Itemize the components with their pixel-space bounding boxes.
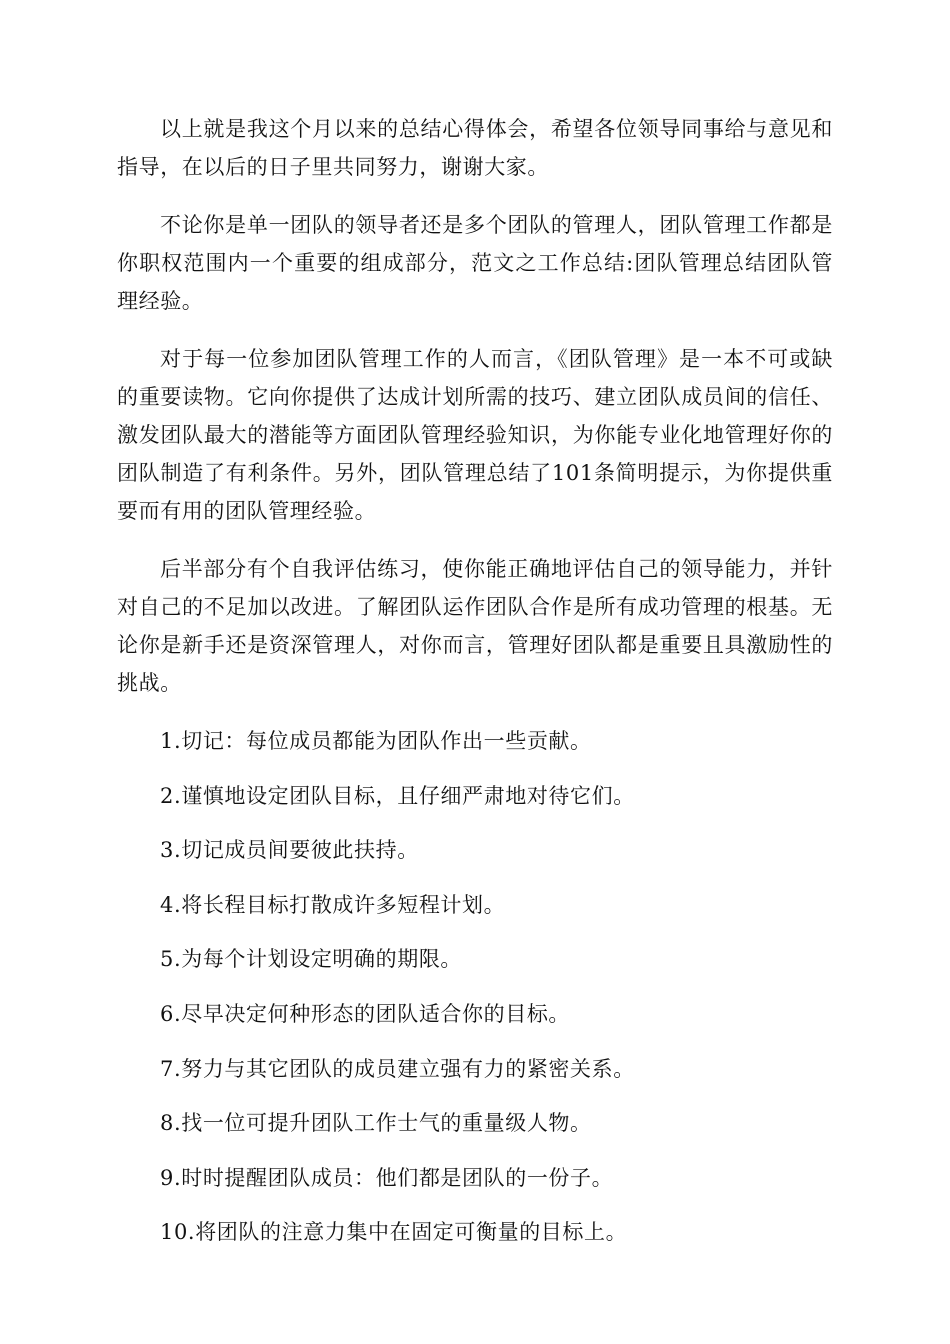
document-page bbox=[117, 110, 833, 1268]
list-item: 6.尽早决定何种形态的团队适合你的目标。 bbox=[160, 1001, 571, 1026]
list-item: 8.找一位可提升团队工作士气的重量级人物。 bbox=[160, 1111, 592, 1136]
list-item: 2.谨慎地设定团队目标，且仔细严肃地对待它们。 bbox=[160, 783, 635, 808]
list-item: 5.为每个计划设定明确的期限。 bbox=[160, 947, 463, 972]
paragraph-closing: 以上就是我这个月以来的总结心得体会，希望各位领导同事给与意见和指导，在以后的日子里共同努力，谢谢大家。 bbox=[117, 117, 833, 179]
tips-list bbox=[117, 722, 833, 1251]
list-item: 4.将长程目标打散成许多短程计划。 bbox=[160, 892, 506, 917]
list-item: 1.切记：每位成员都能为团队作出一些贡献。 bbox=[160, 729, 592, 753]
list-item: 7.努力与其它团队的成员建立强有力的紧密关系。 bbox=[160, 1056, 635, 1081]
list-item: 3.切记成员间要彼此扶持。 bbox=[160, 838, 419, 863]
paragraph-self-assessment: 后半部分有个自我评估练习，使你能正确地评估自己的领导能力，并针对自己的不足加以改进。了解团队运作团队合作是所有成功管理的根基。无论你是新手还是资深管理人，对你而言，管理好团队都是重要且具激励性的挑战。 bbox=[117, 557, 833, 695]
paragraph-book: 对于每一位参加团队管理工作的人而言，《团队管理》是一本不可或缺的重要读物。它向你提供了达成计划所需的技巧、建立团队成员间的信任、激发团队最大的潜能等方面团队管理经验知识，为你能专业化地管理好你的团队制造了有利条件。另外，团队管理总结了101条简明提示，为你提供重要而有用的团队管理经验。 bbox=[117, 347, 833, 523]
list-item: 9.时时提醒团队成员：他们都是团队的一份子。 bbox=[160, 1165, 614, 1190]
paragraph-intro: 不论你是单一团队的领导者还是多个团队的管理人，团队管理工作都是你职权范围内一个重要的组成部分，范文之工作总结:团队管理总结团队管理经验。 bbox=[117, 213, 833, 313]
list-item: 10.将团队的注意力集中在固定可衡量的目标上。 bbox=[160, 1220, 628, 1245]
